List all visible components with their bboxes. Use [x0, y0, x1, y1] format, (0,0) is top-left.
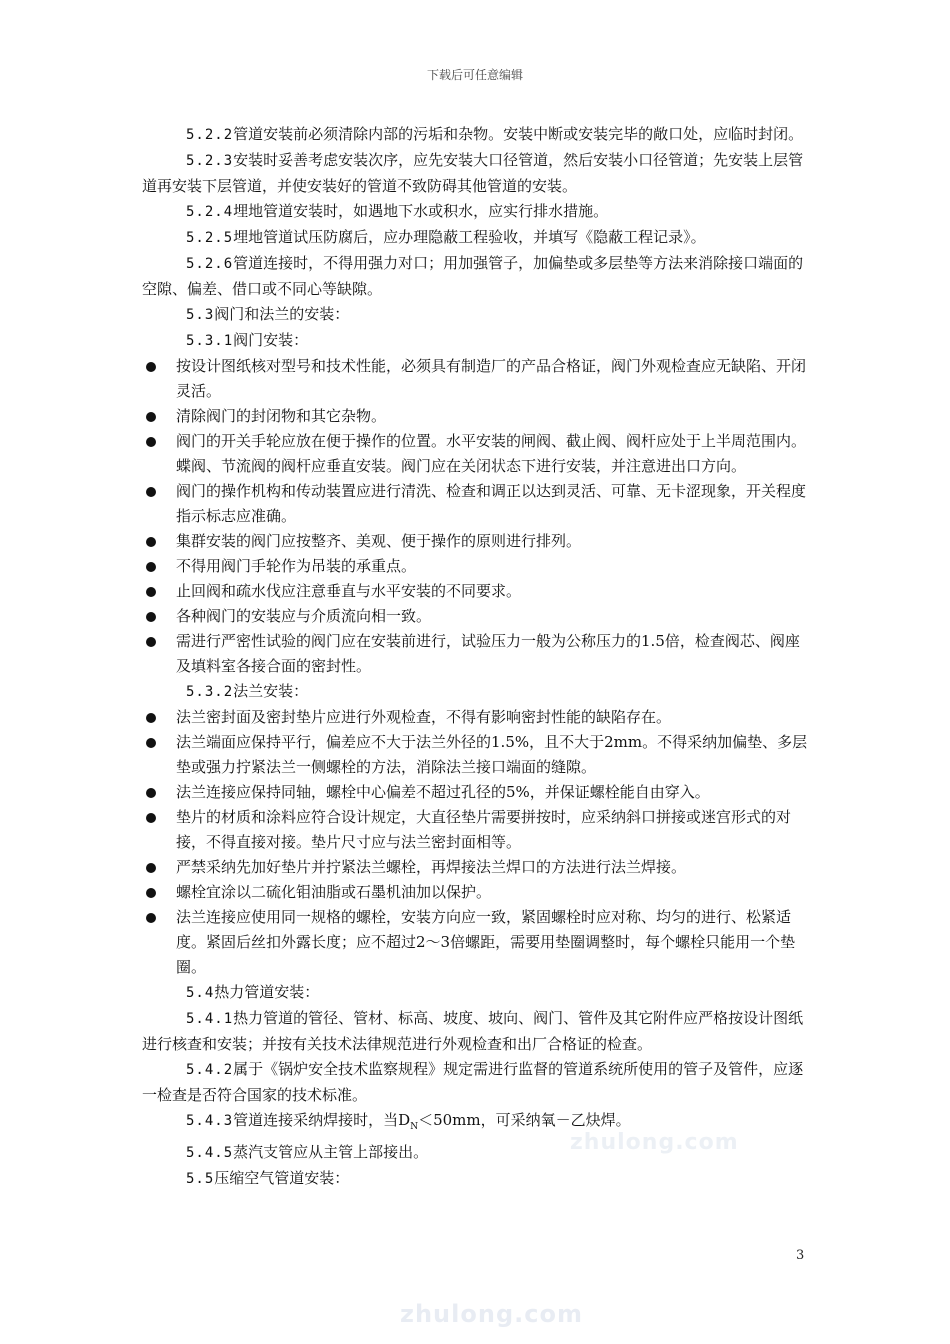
list-item-text: 垫片的材质和涂料应符合设计规定，大直径垫片需要拼按时，应采纳斜口拼接或迷宫形式的对接，不得直接对接。垫片尺寸应与法兰密封面相等。: [176, 808, 792, 851]
paragraph-text: 法兰安装：: [233, 682, 309, 700]
list-item-text: 各种阀门的安装应与介质流向相一致。: [176, 607, 432, 625]
bullet-list: [142, 354, 814, 679]
list-item-text: 清除阀门的封闭物和其它杂物。: [176, 407, 387, 425]
watermark: zhulong.com: [400, 1300, 583, 1328]
paragraph-text: 阀门和法兰的安装：: [214, 305, 350, 323]
list-item: [142, 905, 814, 980]
list-item: [142, 429, 814, 479]
list-item-text: 阀门的操作机构和传动装置应进行清洗、检查和调正以达到灵活、可靠、无卡涩现象，开关程度指示标志应准确。: [176, 482, 807, 525]
bullet-icon: [146, 863, 156, 873]
list-item: [142, 479, 814, 529]
paragraph-text: 埋地管道试压防腐后，应办理隐蔽工程验收，并填写《隐蔽工程记录》。: [233, 228, 706, 246]
list-item-text: 法兰连接应保持同轴，螺栓中心偏差不超过孔径的5%，并保证螺栓能自由穿入。: [176, 783, 710, 801]
list-item-text: 法兰端面应保持平行，偏差应不大于法兰外径的1.5%，且不大于2mm。不得采纳加偏垫、多层垫或强力拧紧法兰一侧螺栓的方法，消除法兰接口端面的缝隙。: [176, 733, 808, 776]
paragraph-text: 热力管道的管径、管材、标高、坡度、坡向、阀门、管件及其它附件应严格按设计图纸进行核查和安装；并按有关技术法律规范进行外观检查和出厂合格证的检查。: [142, 1009, 804, 1053]
section-number: 5.4: [186, 985, 215, 1001]
list-item: [142, 554, 814, 579]
bullet-icon: [146, 437, 156, 447]
section-number: 5.2.5: [186, 230, 234, 246]
section-number: 5.5: [186, 1171, 215, 1187]
section-number: 5.4.1: [186, 1011, 234, 1027]
paragraph-text: 管道连接时，不得用强力对口；用加强管子，加偏垫或多层垫等方法来消除接口端面的空隙、偏差、借口或不同心等缺隙。: [142, 254, 804, 298]
paragraph-text: 压缩空气管道安装：: [214, 1169, 350, 1187]
list-item-text: 阀门的开关手轮应放在便于操作的位置。水平安装的闸阀、截止阀、阀杆应处于上半周范围内。蝶阀、节流阀的阀杆应垂直安装。阀门应在关闭状态下进行安装，并注意进出口方向。: [176, 432, 807, 475]
paragraph: [142, 251, 814, 302]
paragraph-text: 管道连接采纳焊接时，当D: [233, 1111, 411, 1129]
list-item-text: 按设计图纸核对型号和技术性能，必须具有制造厂的产品合格证，阀门外观检查应无缺陷、开闭灵活。: [176, 357, 807, 400]
bullet-list: [142, 705, 814, 980]
list-item: [142, 404, 814, 429]
page-number: 3: [796, 1248, 805, 1263]
list-item: [142, 730, 814, 780]
section-number: 5.2.4: [186, 204, 234, 220]
paragraph: [142, 199, 814, 225]
list-item-text: 法兰连接应使用同一规格的螺栓，安装方向应一致，紧固螺栓时应对称、均匀的进行、松紧适度。紧固后丝扣外露长度；应不超过2～3倍螺距，需要用垫圈调整时，每个螺栓只能用一个垫圈。: [176, 908, 796, 976]
bullet-icon: [146, 738, 156, 748]
watermark: zhulong.com: [570, 1130, 739, 1155]
section-heading: [142, 1166, 814, 1192]
paragraph: [142, 225, 814, 251]
section-number: 5.2.3: [186, 153, 234, 169]
list-item-text: 止回阀和疏水伐应注意垂直与水平安装的不同要求。: [176, 582, 522, 600]
section-number: 5.4.2: [186, 1062, 234, 1078]
paragraph: [142, 1057, 814, 1108]
document-body: [142, 122, 814, 1192]
paragraph-text: 安装时妥善考虑安装次序，应先安装大口径管道，然后安装小口径管道；先安装上层管道再安装下层管道，并使安装好的管道不致防碍其他管道的安装。: [142, 151, 804, 195]
paragraph: [142, 122, 814, 148]
paragraph-text: 埋地管道安装时，如遇地下水或积水，应实行排水措施。: [233, 202, 609, 220]
page-header: 下载后可任意编辑: [426, 68, 523, 82]
section-heading: [142, 980, 814, 1006]
list-item: [142, 880, 814, 905]
section-heading: [142, 302, 814, 328]
bullet-icon: [146, 487, 156, 497]
list-item: [142, 705, 814, 730]
section-number: 5.2.2: [186, 127, 234, 143]
list-item-text: 严禁采纳先加好垫片并拧紧法兰螺栓，再焊接法兰焊口的方法进行法兰焊接。: [176, 858, 687, 876]
bullet-icon: [146, 562, 156, 572]
paragraph-text: 阀门安装：: [233, 331, 309, 349]
list-item-text: 集群安装的阀门应按整齐、美观、便于操作的原则进行排列。: [176, 532, 582, 550]
bullet-icon: [146, 362, 156, 372]
paragraph-text: 热力管道安装：: [214, 983, 320, 1001]
section-number: 5.4.5: [186, 1145, 234, 1161]
list-item-text: 法兰密封面及密封垫片应进行外观检查，不得有影响密封性能的缺陷存在。: [176, 708, 672, 726]
paragraph-text: ＜50mm，可采纳氧－乙炔焊。: [418, 1111, 631, 1129]
section-number: 5.4.3: [186, 1113, 234, 1129]
paragraph-text: 管道安装前必须清除内部的污垢和杂物。安装中断或安装完毕的敞口处，应临时封闭。: [233, 125, 804, 143]
bullet-icon: [146, 888, 156, 898]
bullet-icon: [146, 587, 156, 597]
list-item: [142, 354, 814, 404]
bullet-icon: [146, 788, 156, 798]
section-heading: [142, 328, 814, 354]
bullet-icon: [146, 637, 156, 647]
bullet-icon: [146, 612, 156, 622]
bullet-icon: [146, 913, 156, 923]
bullet-icon: [146, 537, 156, 547]
section-number: 5.3.1: [186, 333, 234, 349]
paragraph: [142, 148, 814, 199]
paragraph-text: 蒸汽支管应从主管上部接出。: [233, 1143, 429, 1161]
bullet-icon: [146, 713, 156, 723]
paragraph-text: 属于《锅炉安全技术监察规程》规定需进行监督的管道系统所使用的管子及管件，应逐一检查是否符合国家的技术标准。: [142, 1060, 804, 1104]
bullet-icon: [146, 412, 156, 422]
list-item: [142, 805, 814, 855]
section-number: 5.3.2: [186, 684, 234, 700]
section-number: 5.2.6: [186, 256, 234, 272]
list-item-text: 不得用阀门手轮作为吊装的承重点。: [176, 557, 417, 575]
section-heading: [142, 679, 814, 705]
paragraph: [142, 1006, 814, 1057]
list-item: [142, 780, 814, 805]
section-number: 5.3: [186, 307, 215, 323]
subscript: N: [410, 1122, 419, 1132]
list-item: [142, 529, 814, 554]
list-item: [142, 629, 814, 679]
list-item: [142, 855, 814, 880]
list-item-text: 需进行严密性试验的阀门应在安装前进行，试验压力一般为公称压力的1.5倍，检查阀芯、阀座及填料室各接合面的密封性。: [176, 632, 800, 675]
list-item: [142, 604, 814, 629]
list-item: [142, 579, 814, 604]
list-item-text: 螺栓宜涂以二硫化钼油脂或石墨机油加以保护。: [176, 883, 492, 901]
bullet-icon: [146, 813, 156, 823]
